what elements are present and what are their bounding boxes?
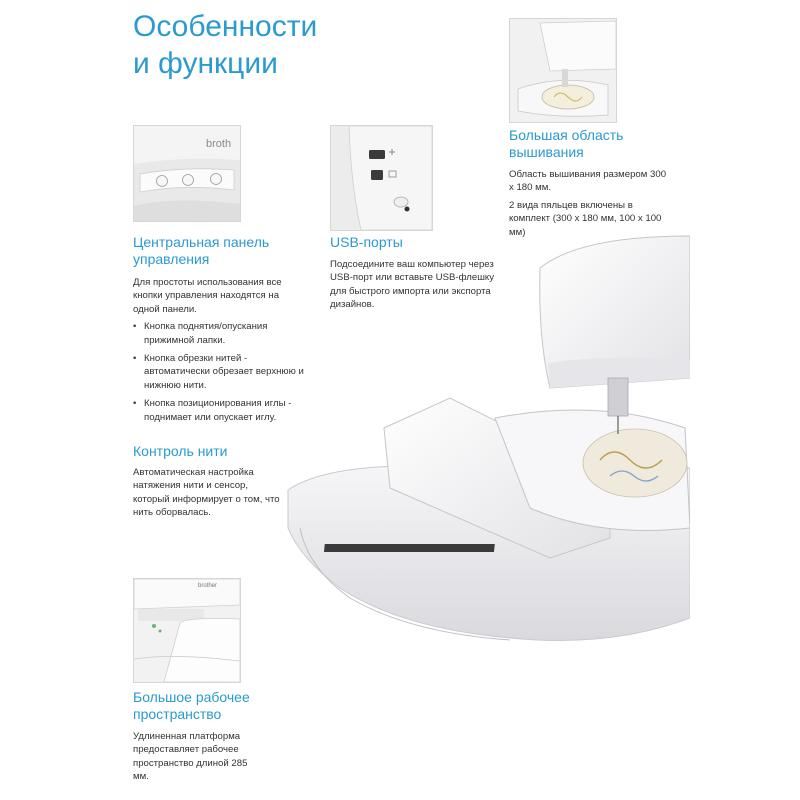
usb-port-icon <box>369 150 385 159</box>
usb-ports-photo <box>330 125 433 231</box>
brand-text-brother-small: brother <box>198 583 218 589</box>
control-panel-text <box>133 276 305 429</box>
usb-heading: USB-порты <box>330 234 403 250</box>
list-item: • Кнопка обрезки нитей - автоматически обрезает верхнюю и нижнюю нити. <box>133 352 305 392</box>
thread-cutter-button-icon <box>183 175 194 186</box>
list-item: • Кнопка позиционирования иглы - поднимает или опускает иглу. <box>133 397 305 424</box>
needle-position-button-icon <box>211 174 222 185</box>
thread-control-text: Автоматическая настройка натяжения нити и сенсор, который информирует о том, что нить оборвалась. <box>133 467 280 519</box>
embroidery-area-text2: 2 вида пяльцев включены в комплект (300 х 180 мм, 100 х 100 мм) <box>509 199 662 238</box>
embroidery-area-text <box>509 168 669 243</box>
workspace-text: Удлиненная платформа предоставляет рабочее пространство длиной 285 мм. <box>133 731 248 783</box>
workspace-heading: Большое рабочее пространство <box>133 689 250 722</box>
workspace-photo <box>133 578 241 683</box>
presser-foot-button-icon <box>157 176 168 187</box>
brand-text-brother: broth <box>206 138 232 150</box>
control-panel-heading: Центральная панель управления <box>133 234 270 267</box>
usb-port-b-icon <box>371 170 383 180</box>
usb-text: Подсоедините ваш компьютер через USB-порт или вставьте USB-флешку для быстрого импорта или экспорта дизайнов. <box>330 259 494 311</box>
embroidery-area-text1: Область вышивания размером 300 х 180 мм. <box>509 169 667 194</box>
embroidery-area-photo <box>509 18 617 123</box>
control-panel-intro: Для простоты использования все кнопки управления находятся на одной панели. <box>133 277 282 315</box>
page-title-line1: Особенности <box>133 10 318 43</box>
page-title <box>133 8 453 82</box>
page-title-line2: и функции <box>133 47 278 80</box>
list-item: • Кнопка поднятия/опускания прижимной лапки. <box>133 320 305 347</box>
control-panel-photo <box>133 125 241 222</box>
control-panel-bullets <box>133 320 305 424</box>
thread-control-heading: Контроль нити <box>133 443 228 459</box>
embroidery-area-heading: Большая область вышивания <box>509 127 624 160</box>
